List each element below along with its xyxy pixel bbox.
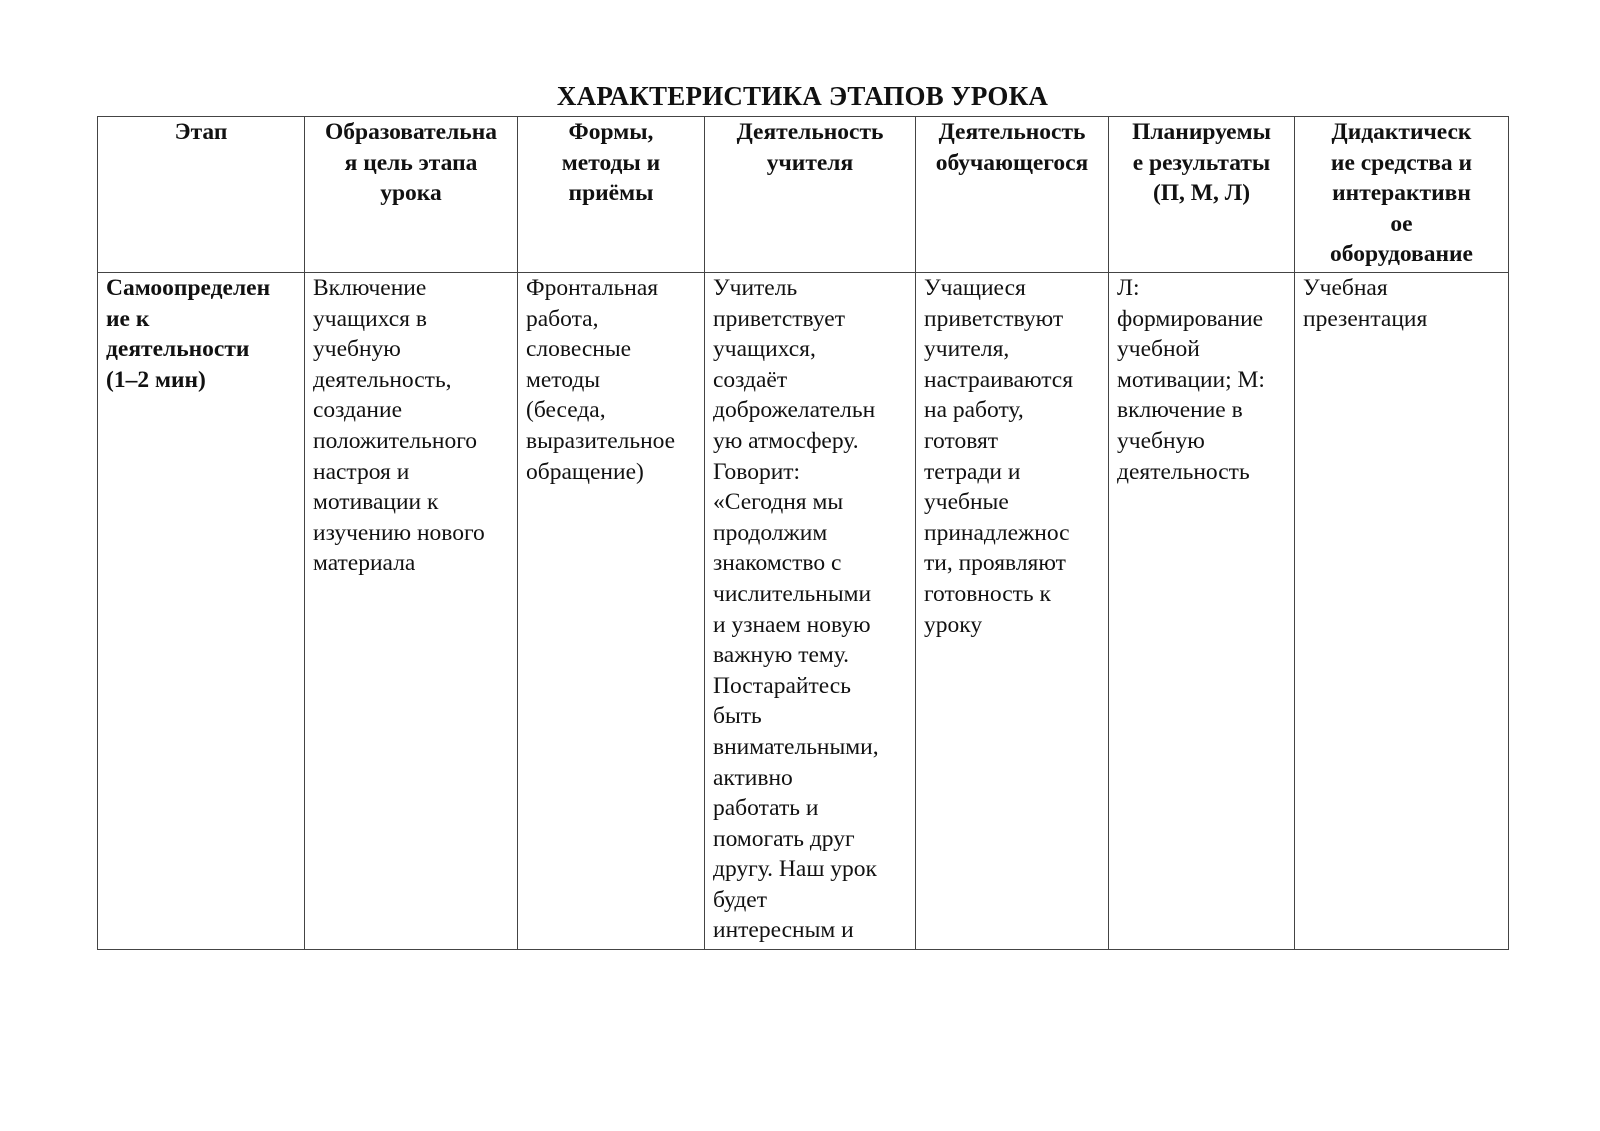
header-planned-results: [1109, 117, 1295, 273]
header-goal-label: Образовательна я цель этапа урока: [324, 119, 498, 207]
table-row: [98, 273, 1509, 950]
header-didactic-tools: [1295, 117, 1509, 273]
header-methods-label: Формы, методы и приёмы: [561, 119, 661, 207]
header-stage-label: Этап: [174, 119, 228, 145]
cell-teacher-activity-text: Учитель приветствует учащихся, создаёт доброжелательн ую атмосферу. Говорит: «Сегодня мы продолжим знакомство с числительными и узнаем новую важную тему. Постарайтесь быть внимательными, активно работать и помогать друг другу. Наш урок будет интересным и: [713, 275, 879, 944]
cell-stage: [98, 273, 305, 950]
cell-planned-results-text: Л: формирование учебной мотивации; М: включение в учебную деятельность: [1117, 275, 1265, 485]
header-goal: [305, 117, 518, 273]
cell-teacher-activity: [705, 273, 916, 950]
header-planned-results-label: Планируемы е результаты (П, М, Л): [1132, 119, 1271, 207]
header-row: [98, 117, 1509, 273]
cell-didactic-tools: [1295, 273, 1509, 950]
cell-goal: [305, 273, 518, 950]
cell-didactic-tools-text: Учебная презентация: [1303, 275, 1428, 332]
header-teacher-activity: [705, 117, 916, 273]
header-methods: [518, 117, 705, 273]
header-student-activity: [916, 117, 1109, 273]
cell-stage-text: Самоопределен ие к деятельности (1–2 мин): [106, 275, 271, 393]
cell-goal-text: Включение учащихся в учебную деятельность, создание положительного настроя и мотивации к изучению нового материала: [313, 275, 485, 577]
lesson-stages-table: [97, 116, 1509, 950]
table-header: [98, 117, 1509, 273]
cell-planned-results: [1109, 273, 1295, 950]
header-didactic-tools-label: Дидактическ ие средства и интерактивн ое оборудование: [1330, 119, 1473, 268]
cell-student-activity-text: Учащиеся приветствуют учителя, настраиваются на работу, готовят тетради и учебные принадлежнос ти, проявляют готовность к уроку: [924, 275, 1074, 638]
page-title: ХАРАКТЕРИСТИКА ЭТАПОВ УРОКА: [556, 81, 1049, 111]
cell-methods-text: Фронтальная работа, словесные методы (беседа, выразительное обращение): [526, 275, 676, 485]
header-teacher-activity-label: Деятельность учителя: [736, 119, 884, 176]
header-student-activity-label: Деятельность обучающегося: [935, 119, 1089, 176]
cell-student-activity: [916, 273, 1109, 950]
header-stage: [98, 117, 305, 273]
table-body: [98, 273, 1509, 950]
cell-methods: [518, 273, 705, 950]
